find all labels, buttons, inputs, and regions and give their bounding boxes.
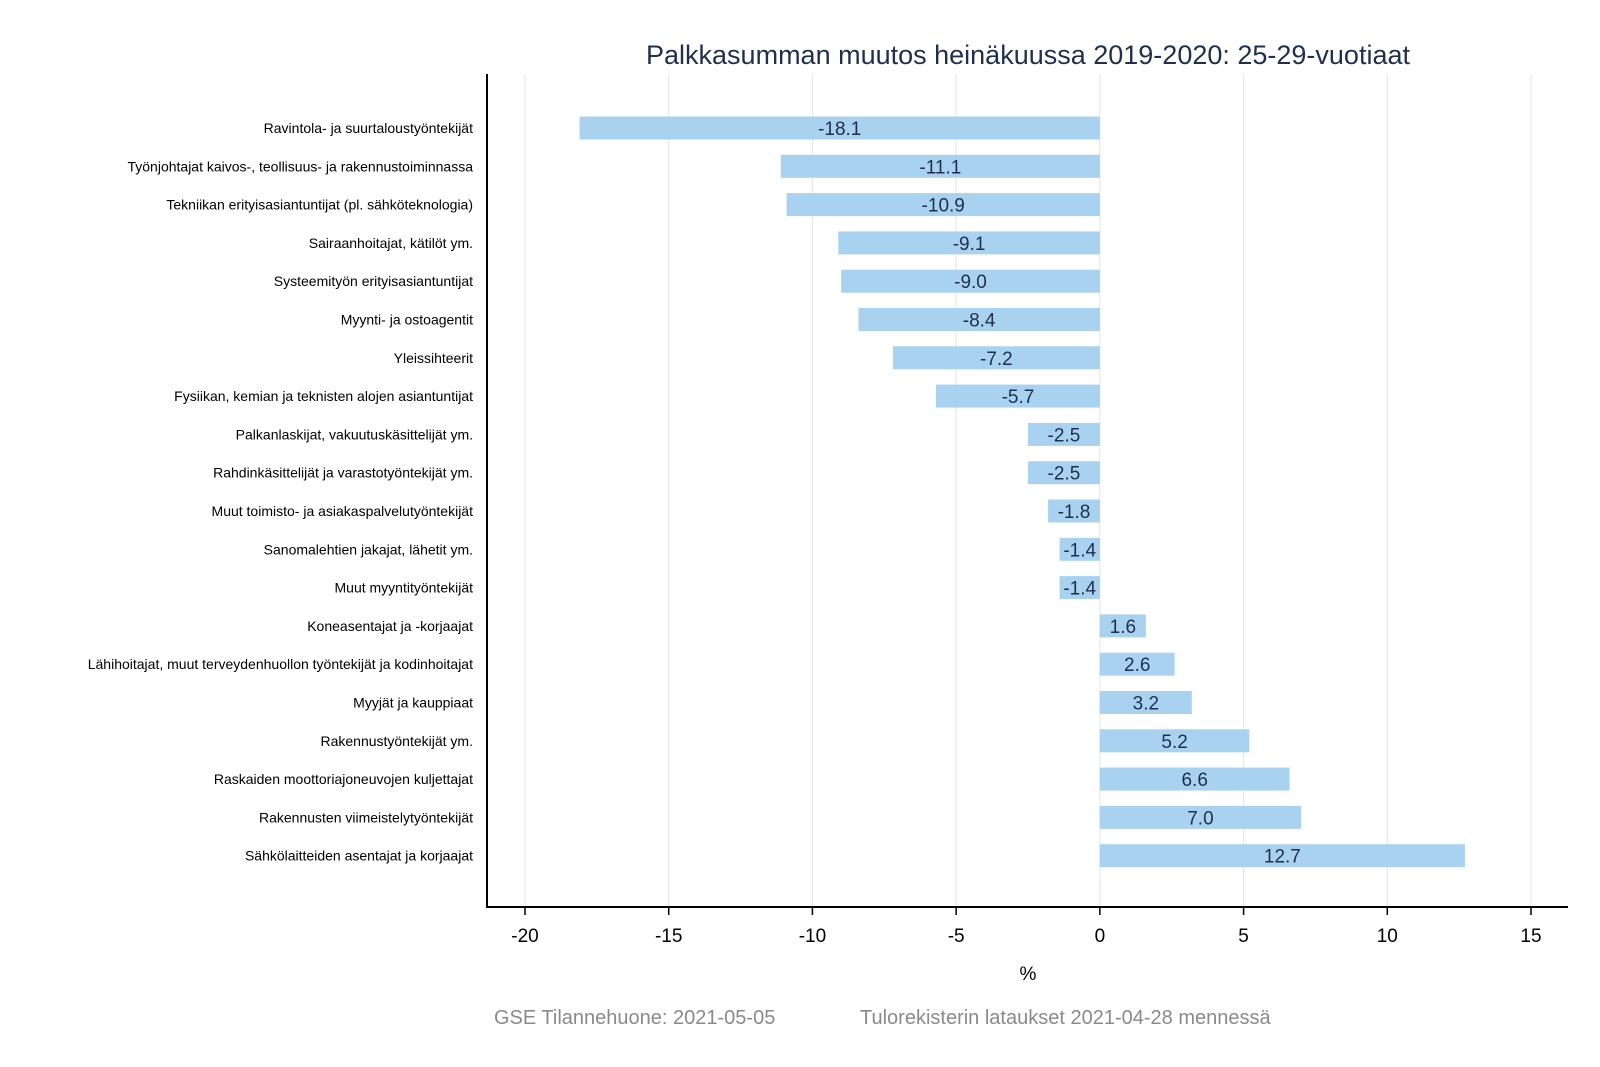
- bar-value-label: 6.6: [1181, 770, 1208, 792]
- x-tick-label: -5: [947, 926, 965, 947]
- category-labels: [88, 120, 473, 864]
- category-label: Muut myyntityöntekijät: [334, 579, 473, 596]
- x-tick-label: 15: [1520, 926, 1542, 947]
- bar-value-label: -11.1: [919, 157, 962, 179]
- x-tick-label: 0: [1094, 926, 1106, 947]
- category-label: Raskaiden moottoriajoneuvojen kuljettajat: [213, 771, 473, 788]
- bar-value-label: 12.7: [1263, 846, 1301, 868]
- category-label: Sairaanhoitajat, kätilöt ym.: [308, 234, 473, 251]
- bar-value-label: -18.1: [818, 119, 862, 140]
- category-label: Tekniikan erityisasiantuntijat (pl. sähköteknologia): [166, 196, 473, 213]
- category-label: Työnjohtajat kaivos-, teollisuus- ja rakennustoiminnassa: [127, 158, 473, 175]
- x-axis-title: %: [1019, 964, 1037, 985]
- bar-value-labels: [818, 119, 1301, 868]
- category-label: Systeemityön erityisasiantuntijat: [273, 273, 473, 290]
- category-label: Yleissihteerit: [393, 349, 473, 366]
- category-label: Ravintola- ja suurtaloustyöntekijät: [263, 120, 473, 136]
- category-label: Koneasentajat ja -korjaajat: [307, 617, 473, 634]
- category-label: Rakennustyöntekijät ym.: [320, 732, 473, 749]
- category-label: Rakennusten viimeistelytyöntekijät: [259, 809, 473, 826]
- x-tick-labels: [511, 926, 1541, 947]
- bar-value-label: 1.6: [1109, 616, 1137, 638]
- category-label: Fysiikan, kemian ja teknisten alojen asiantuntijat: [174, 388, 473, 405]
- x-tick-label: 10: [1376, 926, 1398, 947]
- footer-source-date: GSE Tilannehuone: 2021-05-05: [494, 1007, 776, 1029]
- category-label: Sanomalehtien jakajat, lähetit ym.: [263, 541, 473, 558]
- chart-title: Palkkasumman muutos heinäkuussa 2019-2020: 25-29-vuotiaat: [646, 40, 1410, 70]
- bar-value-label: 3.2: [1132, 693, 1160, 715]
- x-tick-label: -20: [511, 926, 539, 947]
- category-label: Sähkölaitteiden asentajat ja korjaajat: [244, 847, 473, 864]
- category-label: Myyjät ja kauppiaat: [353, 694, 473, 711]
- bar-value-label: -7.2: [980, 348, 1013, 370]
- bar-value-label: -5.7: [1001, 387, 1035, 409]
- bar-value-label: 5.2: [1161, 731, 1188, 753]
- bar-value-label: -1.4: [1063, 578, 1097, 600]
- bar-value-label: -1.4: [1063, 540, 1097, 562]
- x-tick-label: -15: [654, 926, 683, 947]
- bar-value-label: -8.4: [962, 310, 996, 332]
- bars: [580, 117, 1465, 868]
- bar-value-label: 7.0: [1187, 808, 1214, 830]
- bar-value-label: -9.1: [952, 233, 986, 255]
- bar-value-label: -10.9: [921, 195, 965, 217]
- bar-value-label: -9.0: [954, 272, 987, 294]
- bar-value-label: -1.8: [1057, 502, 1091, 523]
- x-tick-label: -10: [798, 926, 827, 947]
- category-label: Myynti- ja ostoagentit: [340, 311, 473, 328]
- x-tick-label: 5: [1238, 926, 1249, 947]
- bar-value-label: 2.6: [1124, 655, 1151, 677]
- category-label: Muut toimisto- ja asiakaspalvelutyöntekijät: [211, 503, 473, 519]
- category-label: Rahdinkäsittelijät ja varastotyöntekijät ym.: [213, 464, 473, 481]
- category-label: Lähihoitajat, muut terveydenhuollon työntekijät ja kodinhoitajat: [87, 656, 473, 673]
- category-label: Palkanlaskijat, vakuutuskäsittelijät ym.: [235, 426, 473, 443]
- bar-value-label: -2.5: [1047, 425, 1081, 447]
- footer-data-note: Tulorekisterin lataukset 2021-04-28 mennessä: [860, 1007, 1271, 1029]
- bar-value-label: -2.5: [1047, 463, 1081, 485]
